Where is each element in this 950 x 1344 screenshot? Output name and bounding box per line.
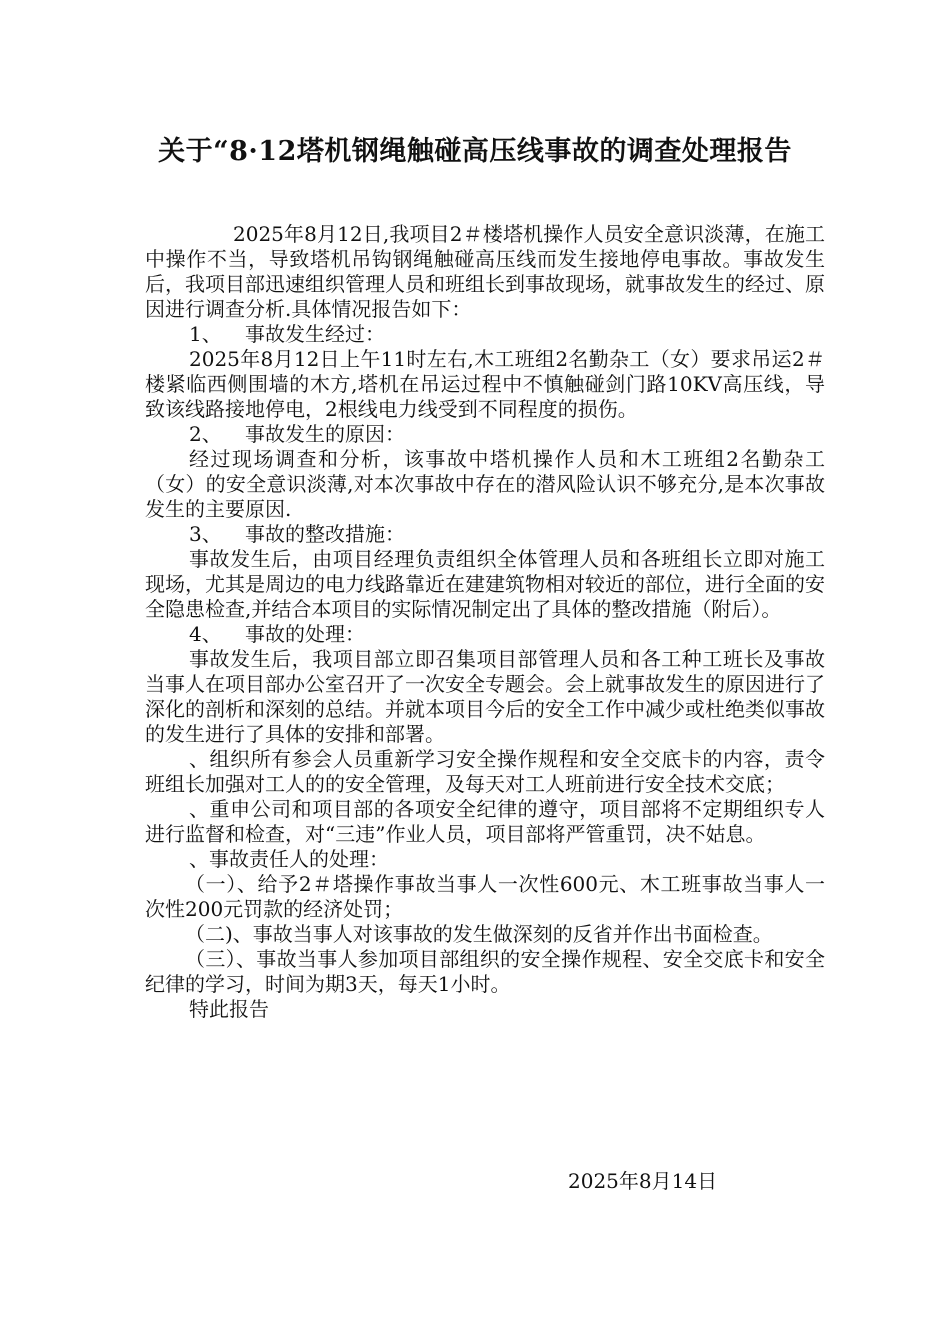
- section-1-heading: [145, 322, 825, 347]
- section-3-text: 事故发生后，由项目经理负责组织全体管理人员和各班组长立即对施工现场，尤其是周边的电力线路靠近在建建筑物相对较近的部位，进行全面的安全隐患检查,并结合本项目的实际情况制定出了具体的整改措施（附后）。: [145, 547, 825, 621]
- section-2-heading: [145, 422, 825, 447]
- closing-line: 特此报告: [189, 997, 269, 1021]
- section-3-heading: [145, 522, 825, 547]
- section-2-title: 事故发生的原因：: [245, 422, 405, 446]
- penalty-2-paragraph: （二)、事故当事人对该事故的发生做深刻的反省并作出书面检查。: [185, 922, 773, 946]
- document-body: [145, 222, 825, 1022]
- measure-2-paragraph: 、重申公司和项目部的各项安全纪律的遵守，项目部将不定期组织专人进行监督和检查，对“三违”作业人员，项目部将严管重罚，决不姑息。: [145, 797, 825, 846]
- section-1-title: 事故发生经过：: [245, 322, 385, 346]
- responsibility-heading: 、事故责任人的处理：: [189, 847, 389, 871]
- intro-paragraph: 2025年8月12日,我项目2＃楼塔机操作人员安全意识淡薄，在施工中操作不当，导致塔机吊钩钢绳触碰高压线而发生接地停电事故。事故发生后，我项目部迅速组织管理人员和班组长到事故现场，就事故发生的经过、原因进行调查分析.具体情况报告如下：: [145, 222, 825, 321]
- penalty-1-paragraph: （一）、给予2＃塔操作事故当事人一次性600元、木工班事故当事人一次性200元罚款的经济处罚；: [145, 872, 825, 921]
- section-1-number: 1、: [189, 322, 222, 346]
- section-2-text: 经过现场调查和分析，该事故中塔机操作人员和木工班组2名勤杂工（女）的安全意识淡薄,对本次事故中存在的潜风险认识不够充分,是本次事故发生的主要原因.: [145, 447, 825, 521]
- document-title: 关于“8·12塔机钢绳触碰高压线事故的调查处理报告: [158, 136, 792, 167]
- section-2-number: 2、: [189, 422, 222, 446]
- measure-1-paragraph: 、组织所有参会人员重新学习安全操作规程和安全交底卡的内容，责令班组长加强对工人的的安全管理，及每天对工人班前进行安全技术交底；: [145, 747, 825, 796]
- section-3-title: 事故的整改措施：: [245, 522, 405, 546]
- section-4-number: 4、: [189, 622, 222, 646]
- section-4-text: 事故发生后，我项目部立即召集项目部管理人员和各工种工班长及事故当事人在项目部办公室召开了一次安全专题会。会上就事故发生的原因进行了深化的剖析和深刻的总结。并就本项目今后的安全工作中减少或杜绝类似事故的发生进行了具体的安排和部署。: [145, 647, 825, 746]
- section-4-heading: [145, 622, 825, 647]
- penalty-3-paragraph: （三）、事故当事人参加项目部组织的安全操作规程、安全交底卡和安全纪律的学习，时间为期3天，每天1小时。: [145, 947, 825, 996]
- report-date: 2025年8月14日: [568, 1169, 718, 1193]
- section-4-title: 事故的处理：: [245, 622, 365, 646]
- section-3-number: 3、: [189, 522, 222, 546]
- section-1-text: 2025年8月12日上午11时左右,木工班组2名勤杂工（女）要求吊运2＃楼紧临西侧围墙的木方,塔机在吊运过程中不慎触碰剑门路10KV高压线，导致该线路接地停电，2根线电力线受到不同程度的损伤。: [145, 347, 825, 421]
